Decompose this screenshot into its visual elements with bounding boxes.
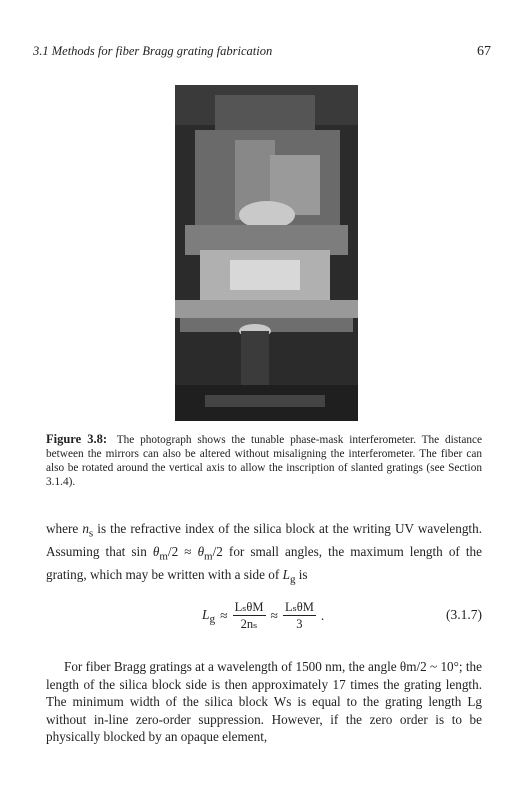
equation-number: (3.1.7): [446, 607, 482, 622]
eq-frac2-num: LₛθM: [284, 600, 314, 614]
p1-var-L: L: [282, 567, 290, 583]
figure-caption: [46, 432, 482, 489]
eq-lhs: L: [202, 606, 210, 622]
p1-text-3: /2 for small angles, the maximum length of the grating, which may be written with a side of: [46, 544, 483, 583]
paragraph-1: [46, 520, 482, 589]
eq-fraction-2: [283, 600, 316, 632]
p1-sub-m: m: [159, 550, 168, 563]
figure-label: Figure 3.8:: [46, 432, 108, 446]
running-header: [33, 44, 491, 59]
equation-3-1-7: [46, 596, 482, 636]
eq-frac1-num: LₛθM: [234, 600, 264, 614]
interferometer-photo: [175, 85, 358, 421]
p1-sub-g: g: [289, 573, 296, 586]
p1-sub-s: s: [88, 527, 94, 540]
p1-text-2: is the refractive index of the silica block at the writing UV wavelength. Assuming that sin: [46, 521, 482, 560]
running-title: 3.1 Methods for fiber Bragg grating fabrication: [33, 44, 273, 58]
p1-text: where: [46, 521, 83, 536]
page-number: 67: [477, 44, 491, 59]
eq-frac2-den: 3: [296, 617, 303, 631]
paragraph-2: For fiber Bragg gratings at a wavelength of 1500 nm, the angle θm/2 ~ 10°; the length of the silica block side is then approximately 17 times the grating length. The minimum width of the silica block Ws is equal to the grating length Lg without in-line zero-order suppression. However, if the zero order is to be physically blocked by an opaque element,: [46, 659, 482, 744]
eq-fraction-1: [233, 600, 266, 632]
p1-theta-2: θ: [197, 544, 205, 560]
figure-caption-text: The photograph shows the tunable phase-mask interferometer. The distance between the mirrors can also be altered without misaligning the interferometer. The fiber can also be rotated around the vertical axis to allow the inscription of slanted gratings (see Section 3.1.4).: [46, 434, 483, 488]
p1-text-end: is: [295, 567, 308, 583]
equation-body: [202, 596, 324, 636]
p1-sub-m-2: m: [204, 550, 213, 563]
p1-theta: θ: [152, 544, 160, 560]
eq-approx-2: ≈: [270, 608, 278, 623]
eq-approx-1: ≈: [220, 608, 228, 623]
p1-approx: /2 ≈: [167, 544, 198, 560]
photo-drawing: [175, 85, 358, 421]
eq-lhs-sub: g: [209, 613, 216, 626]
eq-frac1-den: 2nₛ: [240, 617, 258, 631]
eq-period: .: [320, 608, 325, 623]
p1-var-n: n: [82, 521, 89, 536]
